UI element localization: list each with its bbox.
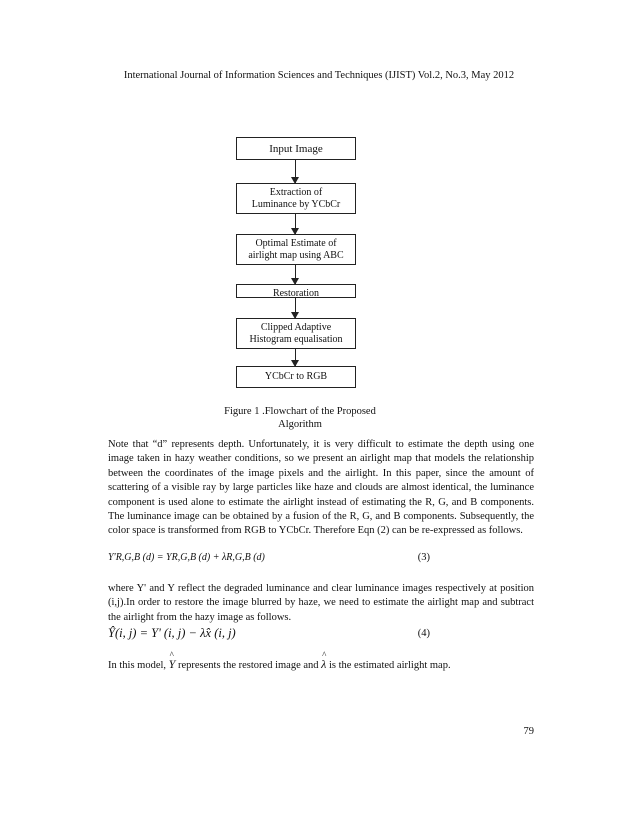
paragraph-1: Note that “d” represents depth. Unfortunately, it is very difficult to estimate the depth using one image taken in hazy weather conditions, so we present an airlight map that models the relationship between the coordinates of the image pixels and the airlight. In this paper, since the amount of scattering of a visible ray by large particles like haze and clouds are almost identical, the luminance component is used alone to estimate the airlight instead of estimating the R, G, and B components. The luminance image can be obtained by a fusion of the R, G, and B components. Subsequently, the color space is transformed from RGB to YCbCr. Therefore Eqn (2) can be re-expressed as follows. (108, 439, 534, 537)
equation-4-text: Ŷ(i, j) = Y' (i, j) − λ̂x (i, j) (108, 626, 236, 640)
paragraph-3-after: is the estimated airlight map. (328, 660, 451, 671)
paragraph-3-middle: represents the restored image and (177, 660, 319, 671)
flow-box-extraction: Extraction of Luminance by YCbCr (236, 183, 356, 214)
paragraph-3-before: In this model, (108, 660, 167, 671)
page-number: 79 (523, 726, 534, 737)
paragraph-3 (108, 657, 534, 673)
flow-box-clahe: Clipped Adaptive Histogram equalisation (236, 318, 356, 349)
equation-3 (108, 552, 534, 563)
equation-4-number: (4) (417, 628, 430, 639)
flow-arrow (295, 349, 296, 366)
airlight-symbol: ^ λ (321, 657, 326, 671)
flow-box-restoration: Restoration (236, 284, 356, 298)
journal-header: International Journal of Information Sciences and Techniques (IJIST) Vol.2, No.3, May 2012 (123, 70, 515, 81)
restored-image-symbol: ^ Y (169, 657, 176, 671)
caption-line-2: Algorithm (278, 419, 322, 430)
flow-arrow (295, 160, 296, 183)
figure-caption (200, 405, 400, 431)
caption-line-1: Figure 1 .Flowchart of the Proposed (224, 406, 376, 417)
flow-arrow (295, 214, 296, 234)
flow-arrow (295, 298, 296, 318)
flow-box-ycbcr-to-rgb: YCbCr to RGB (236, 366, 356, 388)
equation-4 (108, 626, 534, 641)
paragraph-2: where Y' and Y reflect the degraded luminance and clear luminance images respectively at position (i,j).In order to restore the image blurred by haze, we need to estimate the airlight map and subtract the airlight from the hazy image as follows. (108, 583, 534, 623)
flow-box-input-image: Input Image (236, 137, 356, 160)
flow-box-optimal-estimate: Optimal Estimate of airlight map using ABC (236, 234, 356, 265)
equation-3-number: (3) (417, 552, 430, 563)
equation-3-text: Y'R,G,B (d) = YR,G,B (d) + λR,G,B (d) (108, 552, 265, 563)
flow-arrow (295, 265, 296, 284)
